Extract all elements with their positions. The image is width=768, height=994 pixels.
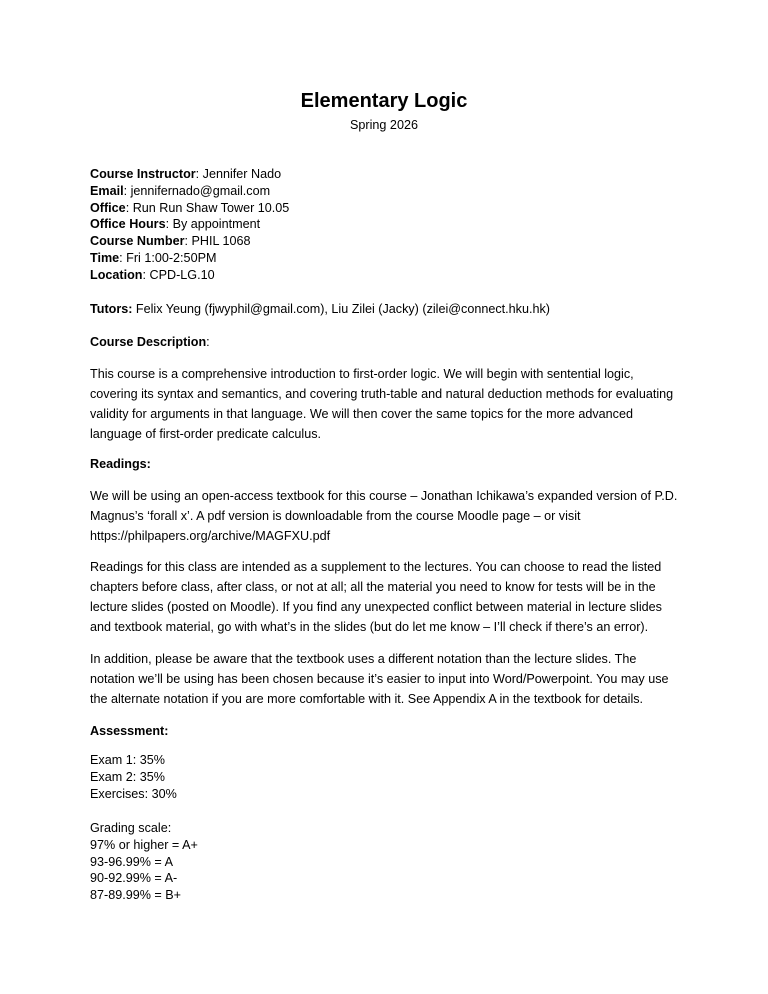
assessment-list [90, 752, 690, 802]
assessment-item: Exam 1: 35% [90, 753, 165, 767]
info-office-hours: Office Hours: By appointment [90, 217, 261, 232]
grading-item: 93-96.99% = A [90, 854, 173, 869]
page-title: Elementary Logic [300, 90, 468, 112]
info-instructor: Course Instructor: Jennifer Nado [90, 167, 282, 181]
grading-item: 87-89.99% = B+ [90, 888, 182, 903]
info-course-number: Course Number: PHIL 1068 [90, 234, 251, 249]
readings-paragraph-1: We will be using an open-access textbook for this course – Jonathan Ichikawa’s expanded version of P.D. Magnus’s ‘forall x’. A pdf version is downloadable from the course Moodle page – or visit https://philpapers.org/archive/MAGFXU.pdf [90, 489, 678, 543]
assessment-heading: Assessment: [90, 724, 169, 738]
description-heading: Course Description: [90, 335, 210, 349]
readings-paragraph-2: Readings for this class are intended as a supplement to the lectures. You can choose to read the listed chapters before class, after class, or not at all; all the material you need to know for tests will be in the lecture slides (posted on Moodle). If you find any unexpected conflict between material in lecture slides and textbook material, go with what’s in the slides (but do let me know – I’ll check if there’s an error). [90, 560, 662, 634]
grading-item: 97% or higher = A+ [90, 837, 198, 852]
assessment-item: Exam 2: 35% [90, 769, 165, 784]
page-subtitle: Spring 2026 [350, 118, 418, 132]
grading-scale [90, 820, 690, 904]
assessment-item: Exercises: 30% [90, 786, 177, 801]
grading-item: 90-92.99% = A- [90, 871, 178, 886]
grading-scale-label: Grading scale: [90, 821, 172, 835]
readings-paragraph-3: In addition, please be aware that the textbook uses a different notation than the lecture slides. The notation we’ll be using has been chosen because it’s easier to input into Word/Powerpoint. You may use the alternate notation if you are more comfortable with it. See Appendix A in the textbook for details. [90, 652, 669, 706]
course-info-block [90, 166, 289, 284]
readings-heading: Readings: [90, 457, 151, 471]
info-office: Office: Run Run Shaw Tower 10.05 [90, 200, 290, 215]
description-paragraph: This course is a comprehensive introduction to first-order logic. We will begin with sentential logic, covering its syntax and semantics, and covering truth-table and natural deduction methods for evaluating validity for arguments in that language. We will then cover the same topics for the more advanced language of first-order predicate calculus. [90, 367, 674, 441]
info-location: Location: CPD-LG.10 [90, 267, 215, 282]
tutors-line: Tutors: Felix Yeung (fjwyphil@gmail.com), Liu Zilei (Jacky) (zilei@connect.hku.hk) [90, 302, 550, 316]
info-time: Time: Fri 1:00-2:50PM [90, 250, 217, 265]
info-email: Email: jennifernado@gmail.com [90, 183, 271, 198]
